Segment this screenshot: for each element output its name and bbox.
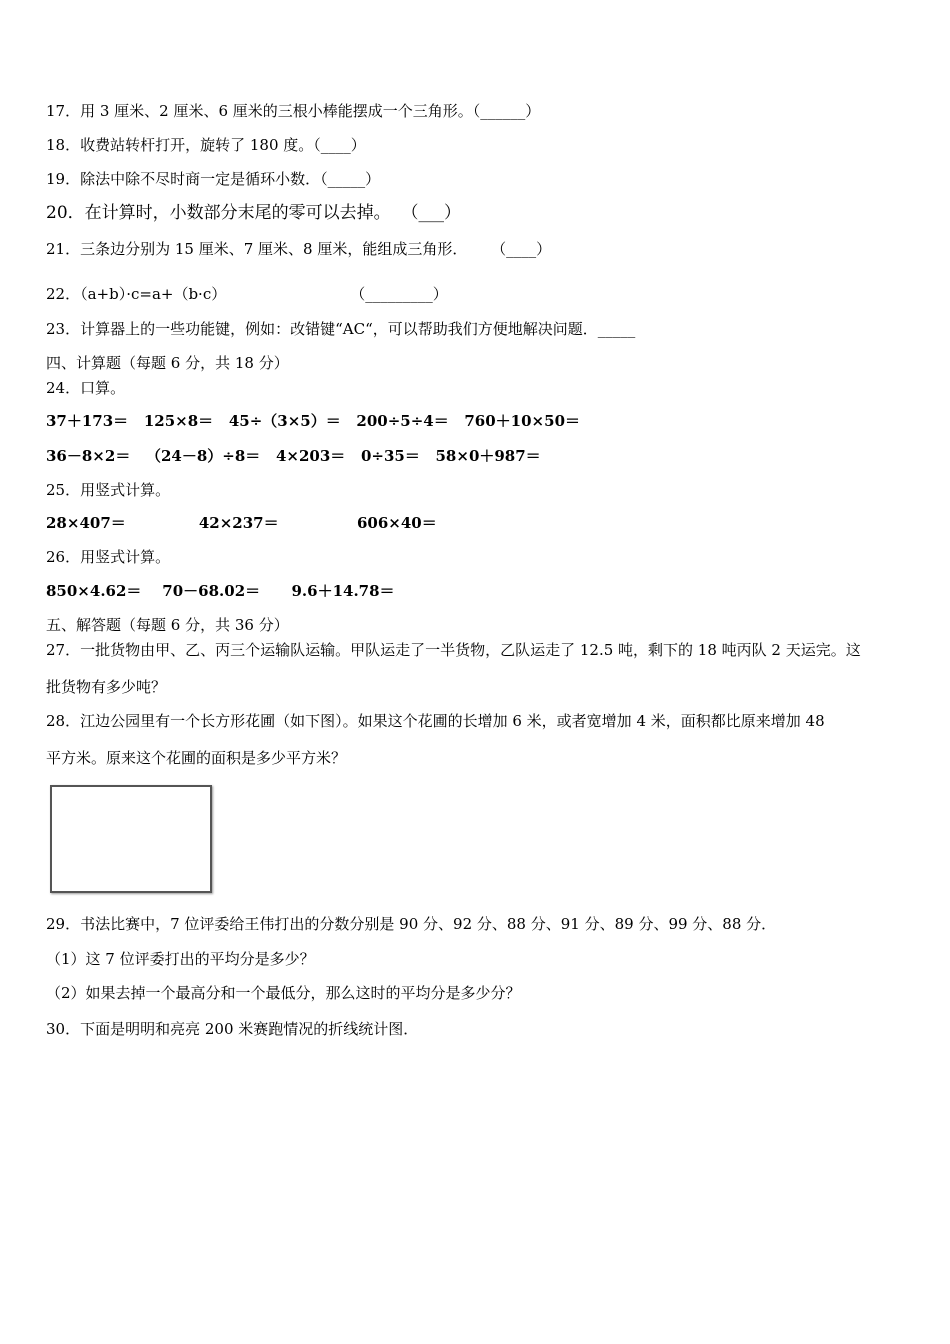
question-25: 25．用竖式计算。 <box>46 481 171 499</box>
question-29: 29．书法比赛中，7 位评委给王伟打出的分数分别是 90 分、92 分、88 分、91 分、89 分、99 分、88 分． <box>46 915 777 933</box>
q25-row: 28×407＝ 42×237＝ 606×40＝ <box>46 514 437 532</box>
question-27-line-1: 27．一批货物由甲、乙、丙三个运输队运输。甲队运走了一半货物，乙队运走了 12.5 吨，剩下的 18 吨丙队 2 天运完。这 <box>46 641 861 659</box>
question-24: 24．口算。 <box>46 379 126 397</box>
question-26: 26．用竖式计算。 <box>46 548 171 566</box>
question-28-line-1: 28．江边公园里有一个长方形花圃（如下图）。如果这个花圃的长增加 6 米，或者宽增加 4 米，面积都比原来增加 48 <box>46 712 825 730</box>
question-30: 30．下面是明明和亮亮 200 米赛跑情况的折线统计图． <box>46 1020 419 1038</box>
question-18: 18．收费站转杆打开，旋转了 180 度。（____） <box>46 136 366 154</box>
flowerbed-rectangle-figure <box>50 785 212 893</box>
question-20: 20．在计算时，小数部分末尾的零可以去掉。 （___） <box>46 203 461 223</box>
question-17: 17．用 3 厘米、2 厘米、6 厘米的三根小棒能摆成一个三角形。（______） <box>46 102 541 120</box>
q24-row-1: 37＋173＝ 125×8＝ 45÷（3×5）＝ 200÷5÷4＝ 760＋10×50＝ <box>46 412 581 430</box>
question-19: 19．除法中除不尽时商一定是循环小数．（_____） <box>46 170 381 188</box>
section-5-heading: 五、解答题（每题 6 分，共 36 分） <box>46 616 289 634</box>
question-29-part-1: （1）这 7 位评委打出的平均分是多少？ <box>46 950 315 968</box>
question-27-line-2: 批货物有多少吨？ <box>46 678 167 696</box>
section-4-heading: 四、计算题（每题 6 分，共 18 分） <box>46 354 289 372</box>
question-28-line-2: 平方米。原来这个花圃的面积是多少平方米？ <box>46 749 347 767</box>
question-22: 22．（a+b）·c=a+（b·c） （_________） <box>46 285 448 303</box>
q26-row: 850×4.62＝ 70－68.02＝ 9.6＋14.78＝ <box>46 582 395 600</box>
question-29-part-2: （2）如果去掉一个最高分和一个最低分，那么这时的平均分是多少分？ <box>46 984 521 1002</box>
question-21: 21．三条边分别为 15 厘米、7 厘米、8 厘米，能组成三角形． （____） <box>46 240 552 258</box>
q24-row-2: 36－8×2＝ （24－8）÷8＝ 4×203＝ 0÷35＝ 58×0＋987＝ <box>46 447 541 465</box>
question-23: 23．计算器上的一些功能键，例如：改错键“AC“，可以帮助我们方便地解决问题．_____ <box>46 320 636 338</box>
